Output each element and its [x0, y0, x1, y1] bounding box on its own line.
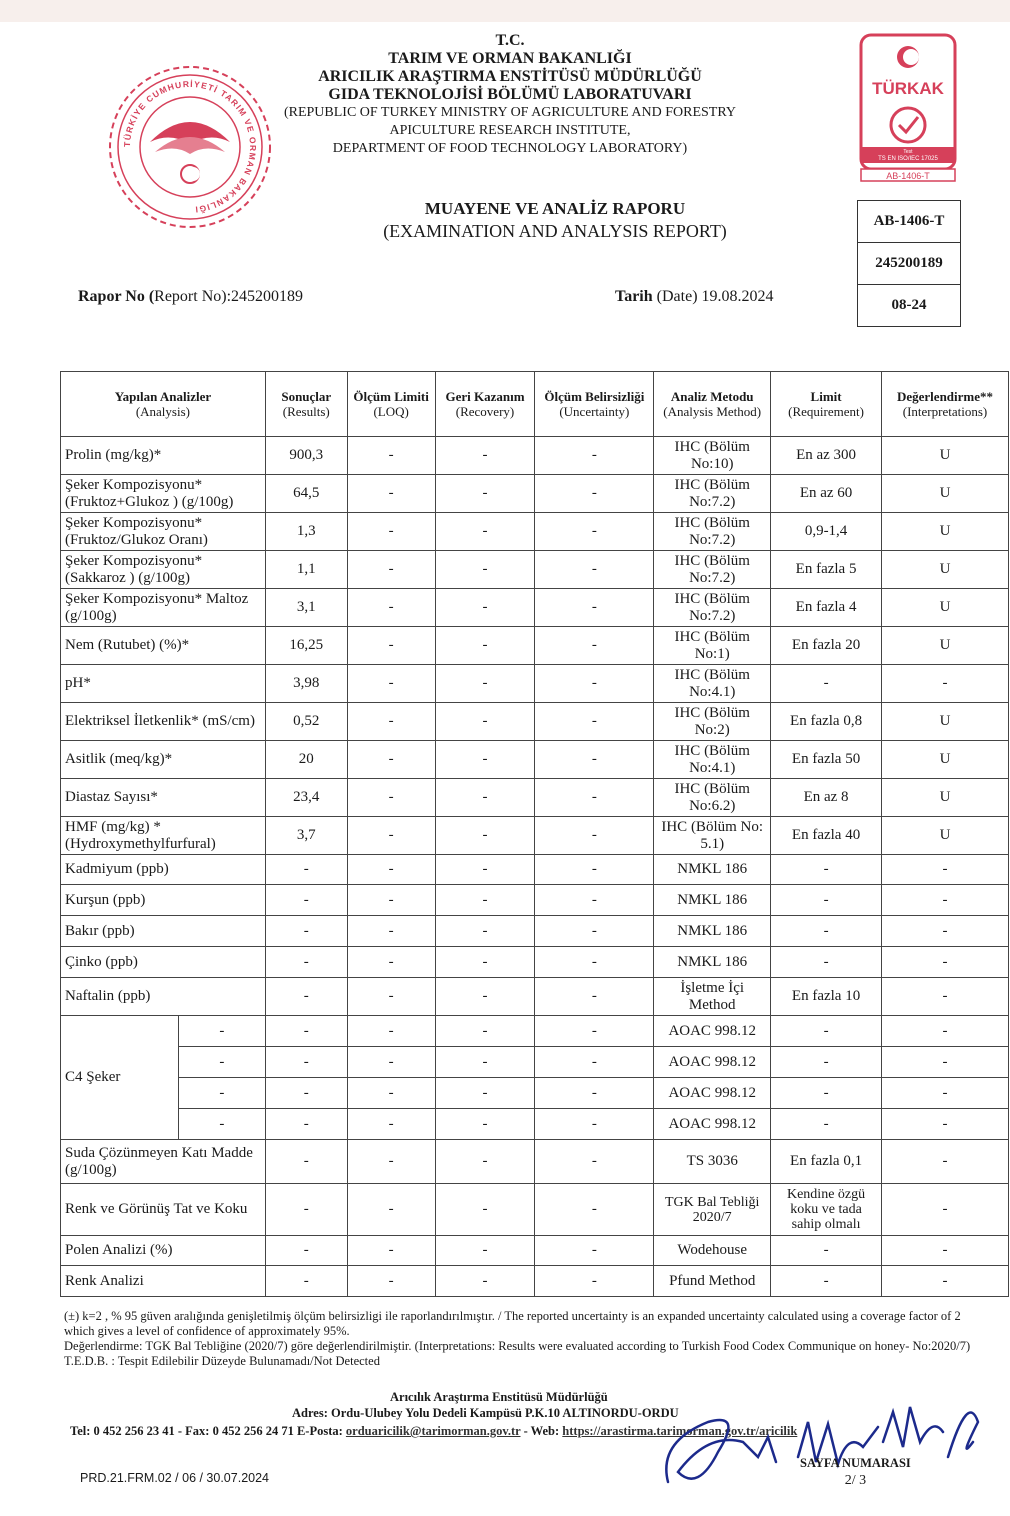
- recovery-cell: -: [435, 1016, 535, 1047]
- interpretation-note: Değerlendirme: TGK Bal Tebliğine (2020/7) göre değerlendirilmiştir. (Interpretations: Results were evaluated according to Turkish Food Codex Communique on honey- No:2020/7): [64, 1339, 971, 1353]
- result-cell: 3,98: [265, 665, 347, 703]
- method-cell: AOAC 998.12: [654, 1047, 771, 1078]
- method-cell: TS 3036: [654, 1140, 771, 1184]
- turkak-code: AB-1406-T: [886, 171, 930, 181]
- interpretation-cell: U: [882, 817, 1009, 855]
- report-title: [320, 198, 790, 242]
- interpretation-cell: -: [882, 947, 1009, 978]
- accreditation-code: AB-1406-T: [858, 201, 960, 243]
- loq-cell: -: [347, 855, 435, 885]
- header-laboratory: GIDA TEKNOLOJİSİ BÖLÜMÜ LABORATUVARI: [328, 86, 692, 103]
- uncertainty-cell: -: [535, 855, 654, 885]
- method-cell: IHC (Bölüm No:10): [654, 437, 771, 475]
- limit-cell: En fazla 0,8: [771, 703, 882, 741]
- column-header: [435, 372, 535, 437]
- method-cell: IHC (Bölüm No:7.2): [654, 589, 771, 627]
- loq-cell: -: [347, 947, 435, 978]
- analysis-name-cell: Renk ve Görünüş Tat ve Koku: [61, 1184, 266, 1236]
- interpretation-cell: -: [882, 1184, 1009, 1236]
- limit-cell: -: [771, 665, 882, 703]
- header-ministry: TARIM VE ORMAN BAKANLIĞI: [388, 50, 632, 67]
- limit-cell: -: [771, 947, 882, 978]
- report-number-label: Report No):: [154, 288, 232, 305]
- limit-cell: -: [771, 1078, 882, 1109]
- interpretation-cell: U: [882, 741, 1009, 779]
- report-number-label-bold: Rapor No (: [78, 288, 155, 305]
- loq-cell: -: [347, 741, 435, 779]
- turkak-name: TÜRKAK: [872, 79, 944, 98]
- recovery-cell: -: [435, 475, 535, 513]
- uncertainty-cell: -: [535, 475, 654, 513]
- analysis-name-cell: Prolin (mg/kg)*: [61, 437, 266, 475]
- page-number-value: 2/ 3: [844, 1473, 867, 1488]
- interpretation-cell: -: [882, 1236, 1009, 1266]
- table-row: [61, 1236, 1009, 1266]
- recovery-cell: -: [435, 665, 535, 703]
- column-header-tr: Limit: [810, 389, 842, 404]
- uncertainty-cell: -: [535, 1109, 654, 1140]
- turkak-test-label: Test: [903, 149, 913, 155]
- method-cell: AOAC 998.12: [654, 1109, 771, 1140]
- table-row: [61, 627, 1009, 665]
- report-codes-box: [857, 200, 961, 327]
- limit-cell: En fazla 0,1: [771, 1140, 882, 1184]
- limit-cell: En fazla 40: [771, 817, 882, 855]
- table-row: [61, 916, 1009, 947]
- interpretation-cell: U: [882, 589, 1009, 627]
- recovery-cell: -: [435, 855, 535, 885]
- limit-cell: -: [771, 885, 882, 916]
- limit-cell: En fazla 4: [771, 589, 882, 627]
- footer-web-link[interactable]: https://arastirma.tarimorman.gov.tr/aricilik: [562, 1424, 798, 1438]
- result-cell: -: [265, 1266, 347, 1297]
- method-cell: IHC (Bölüm No:4.1): [654, 665, 771, 703]
- interpretation-cell: -: [882, 916, 1009, 947]
- method-cell: NMKL 186: [654, 947, 771, 978]
- sub-analysis-cell: -: [178, 1109, 265, 1140]
- uncertainty-cell: -: [535, 1236, 654, 1266]
- uncertainty-cell: -: [535, 627, 654, 665]
- recovery-cell: -: [435, 703, 535, 741]
- interpretation-cell: -: [882, 665, 1009, 703]
- uncertainty-cell: -: [535, 1266, 654, 1297]
- loq-cell: -: [347, 703, 435, 741]
- recovery-cell: -: [435, 978, 535, 1016]
- table-row: [61, 1047, 1009, 1078]
- loq-cell: -: [347, 627, 435, 665]
- uncertainty-cell: -: [535, 551, 654, 589]
- analysis-name-cell: Diastaz Sayısı*: [61, 779, 266, 817]
- recovery-cell: -: [435, 1184, 535, 1236]
- report-sheet: [0, 22, 1010, 1516]
- uncertainty-cell: -: [535, 916, 654, 947]
- handwritten-signatures: [648, 1362, 988, 1512]
- loq-cell: -: [347, 885, 435, 916]
- recovery-cell: -: [435, 817, 535, 855]
- result-cell: -: [265, 1078, 347, 1109]
- column-header: [61, 372, 266, 437]
- limit-cell: -: [771, 916, 882, 947]
- result-cell: 64,5: [265, 475, 347, 513]
- method-cell: IHC (Bölüm No: 5.1): [654, 817, 771, 855]
- header-institute: ARICILIK ARAŞTIRMA ENSTİTÜSÜ MÜDÜRLÜĞÜ: [318, 68, 702, 85]
- loq-cell: -: [347, 916, 435, 947]
- result-cell: 1,3: [265, 513, 347, 551]
- report-number-value: 245200189: [231, 288, 304, 305]
- column-header-en: (Results): [282, 404, 330, 419]
- table-row: [61, 1078, 1009, 1109]
- method-cell: IHC (Bölüm No:7.2): [654, 551, 771, 589]
- interpretation-cell: U: [882, 513, 1009, 551]
- footer-address: Adres: Ordu-Ulubey Yolu Dedeli Kampüsü P.K.10 ALTINORDU-ORDU: [292, 1406, 679, 1420]
- analysis-name-cell: Elektriksel İletkenlik* (mS/cm): [61, 703, 266, 741]
- table-row: [61, 1140, 1009, 1184]
- method-cell: AOAC 998.12: [654, 1078, 771, 1109]
- table-row: [61, 855, 1009, 885]
- recovery-cell: -: [435, 437, 535, 475]
- header-en-3: DEPARTMENT OF FOOD TECHNOLOGY LABORATORY): [332, 141, 688, 156]
- method-cell: NMKL 186: [654, 855, 771, 885]
- recovery-cell: -: [435, 741, 535, 779]
- limit-cell: En fazla 20: [771, 627, 882, 665]
- method-cell: Wodehouse: [654, 1236, 771, 1266]
- uncertainty-cell: -: [535, 779, 654, 817]
- result-cell: -: [265, 1109, 347, 1140]
- loq-cell: -: [347, 475, 435, 513]
- turkak-accreditation-logo: [858, 32, 958, 182]
- column-header-tr: Ölçüm Belirsizliği: [544, 389, 645, 404]
- analysis-name-cell: Kadmiyum (ppb): [61, 855, 266, 885]
- turkak-standard: TS EN ISO/IEC 17025: [878, 156, 938, 162]
- column-header-tr: Sonuçlar: [281, 389, 332, 404]
- interpretation-cell: U: [882, 779, 1009, 817]
- analysis-name-cell: Şeker Kompozisyonu* (Fruktoz+Glukoz ) (g/100g): [61, 475, 266, 513]
- analysis-name-cell: Naftalin (ppb): [61, 978, 266, 1016]
- column-header-en: (Recovery): [455, 404, 515, 419]
- result-cell: -: [265, 885, 347, 916]
- column-header: [882, 372, 1009, 437]
- limit-cell: -: [771, 855, 882, 885]
- report-title-tr: MUAYENE VE ANALİZ RAPORU: [424, 199, 686, 218]
- result-cell: 3,1: [265, 589, 347, 627]
- loq-cell: -: [347, 1016, 435, 1047]
- limit-cell: En fazla 5: [771, 551, 882, 589]
- column-header-tr: Değerlendirme**: [896, 389, 994, 404]
- limit-cell: -: [771, 1047, 882, 1078]
- column-header-en: (Uncertainty): [559, 404, 630, 419]
- result-cell: -: [265, 947, 347, 978]
- result-cell: 1,1: [265, 551, 347, 589]
- column-header-en: (Analysis Method): [663, 404, 762, 419]
- column-header-en: (Interpretations): [902, 404, 988, 419]
- analysis-name-cell: C4 Şeker: [61, 1016, 179, 1140]
- uncertainty-cell: -: [535, 589, 654, 627]
- uncertainty-cell: -: [535, 741, 654, 779]
- limit-cell: En az 300: [771, 437, 882, 475]
- uncertainty-cell: -: [535, 885, 654, 916]
- analysis-name-cell: Asitlik (meq/kg)*: [61, 741, 266, 779]
- column-header-tr: Geri Kazanım: [445, 389, 525, 404]
- recovery-cell: -: [435, 1140, 535, 1184]
- analysis-name-cell: pH*: [61, 665, 266, 703]
- analysis-table: [60, 371, 1009, 1297]
- limit-cell: -: [771, 1016, 882, 1047]
- sub-analysis-cell: -: [178, 1047, 265, 1078]
- table-row: [61, 817, 1009, 855]
- uncertainty-cell: -: [535, 437, 654, 475]
- limit-cell: -: [771, 1266, 882, 1297]
- footer-email-link[interactable]: orduaricilik@tarimorman.gov.tr: [345, 1424, 521, 1438]
- recovery-cell: -: [435, 885, 535, 916]
- loq-cell: -: [347, 1236, 435, 1266]
- method-cell: IHC (Bölüm No:7.2): [654, 513, 771, 551]
- method-cell: TGK Bal Tebliği 2020/7: [654, 1184, 771, 1236]
- analysis-name-cell: Nem (Rutubet) (%)*: [61, 627, 266, 665]
- report-notes: [64, 1309, 979, 1369]
- column-header-en: (Analysis): [135, 404, 190, 419]
- column-header-tr: Analiz Metodu: [670, 389, 754, 404]
- recovery-cell: -: [435, 947, 535, 978]
- column-header: [771, 372, 882, 437]
- report-date-label-bold: Tarih: [615, 288, 653, 305]
- method-cell: IHC (Bölüm No:4.1): [654, 741, 771, 779]
- uncertainty-cell: -: [535, 1184, 654, 1236]
- method-cell: İşletme İçi Method: [654, 978, 771, 1016]
- analysis-name-cell: Polen Analizi (%): [61, 1236, 266, 1266]
- table-row: [61, 437, 1009, 475]
- table-row: [61, 513, 1009, 551]
- table-row: [61, 1184, 1009, 1236]
- limit-cell: -: [771, 1109, 882, 1140]
- report-date-label: (Date): [652, 288, 702, 305]
- method-cell: NMKL 186: [654, 916, 771, 947]
- footer-phone-fax: Tel: 0 452 256 23 41 - Fax: 0 452 256 24 71 E-Posta:: [70, 1424, 346, 1438]
- table-row: [61, 703, 1009, 741]
- loq-cell: -: [347, 665, 435, 703]
- analysis-name-cell: Çinko (ppb): [61, 947, 266, 978]
- interpretation-cell: -: [882, 1047, 1009, 1078]
- interpretation-cell: U: [882, 551, 1009, 589]
- table-header-row: [61, 372, 1009, 437]
- loq-cell: -: [347, 978, 435, 1016]
- analysis-name-cell: Renk Analizi: [61, 1266, 266, 1297]
- table-row: [61, 1266, 1009, 1297]
- report-number-code: 245200189: [858, 243, 960, 285]
- loq-cell: -: [347, 1047, 435, 1078]
- analysis-name-cell: Şeker Kompozisyonu* (Fruktoz/Glukoz Oranı): [61, 513, 266, 551]
- method-cell: NMKL 186: [654, 885, 771, 916]
- interpretation-cell: U: [882, 627, 1009, 665]
- analysis-name-cell: Kurşun (ppb): [61, 885, 266, 916]
- interpretation-cell: -: [882, 1078, 1009, 1109]
- header-en-1: (REPUBLIC OF TURKEY MINISTRY OF AGRICULTURE AND FORESTRY: [283, 105, 737, 120]
- uncertainty-cell: -: [535, 513, 654, 551]
- uncertainty-cell: -: [535, 1047, 654, 1078]
- form-code: PRD.21.FRM.02 / 06 / 30.07.2024: [80, 1471, 269, 1485]
- interpretation-cell: U: [882, 437, 1009, 475]
- interpretation-cell: -: [882, 978, 1009, 1016]
- header-en-2: APICULTURE RESEARCH INSTITUTE,: [389, 123, 631, 138]
- loq-cell: -: [347, 1078, 435, 1109]
- method-cell: IHC (Bölüm No:1): [654, 627, 771, 665]
- loq-cell: -: [347, 1184, 435, 1236]
- table-row: [61, 885, 1009, 916]
- analysis-name-cell: Şeker Kompozisyonu* (Sakkaroz ) (g/100g): [61, 551, 266, 589]
- result-cell: -: [265, 1140, 347, 1184]
- limit-cell: -: [771, 1236, 882, 1266]
- result-cell: 23,4: [265, 779, 347, 817]
- limit-cell: En fazla 10: [771, 978, 882, 1016]
- interpretation-cell: -: [882, 1016, 1009, 1047]
- result-cell: -: [265, 855, 347, 885]
- not-detected-note: T.E.D.B. : Tespit Edilebilir Düzeyde Bulunamadı/Not Detected: [64, 1354, 380, 1368]
- report-title-en: (EXAMINATION AND ANALYSIS REPORT): [383, 221, 727, 241]
- limit-cell: Kendine özgü koku ve tada sahip olmalı: [771, 1184, 882, 1236]
- uncertainty-cell: -: [535, 703, 654, 741]
- uncertainty-cell: -: [535, 1078, 654, 1109]
- column-header: [535, 372, 654, 437]
- recovery-cell: -: [435, 916, 535, 947]
- loq-cell: -: [347, 779, 435, 817]
- column-header-tr: Yapılan Analizler: [114, 389, 212, 404]
- recovery-cell: -: [435, 551, 535, 589]
- analysis-name-cell: Bakır (ppb): [61, 916, 266, 947]
- result-cell: -: [265, 916, 347, 947]
- uncertainty-cell: -: [535, 665, 654, 703]
- method-cell: IHC (Bölüm No:6.2): [654, 779, 771, 817]
- interpretation-cell: -: [882, 1266, 1009, 1297]
- interpretation-cell: -: [882, 855, 1009, 885]
- result-cell: 900,3: [265, 437, 347, 475]
- page-number-label: SAYFA NUMARASI: [800, 1456, 911, 1470]
- loq-cell: -: [347, 589, 435, 627]
- result-cell: -: [265, 1184, 347, 1236]
- analysis-name-cell: Suda Çözünmeyen Katı Madde (g/100g): [61, 1140, 266, 1184]
- recovery-cell: -: [435, 513, 535, 551]
- institution-header: [250, 32, 770, 158]
- loq-cell: -: [347, 551, 435, 589]
- recovery-cell: -: [435, 1047, 535, 1078]
- analysis-name-cell: Şeker Kompozisyonu* Maltoz (g/100g): [61, 589, 266, 627]
- method-cell: Pfund Method: [654, 1266, 771, 1297]
- loq-cell: -: [347, 1140, 435, 1184]
- table-body: [61, 437, 1009, 1297]
- interpretation-cell: -: [882, 1140, 1009, 1184]
- interpretation-cell: -: [882, 885, 1009, 916]
- recovery-cell: -: [435, 1236, 535, 1266]
- page-number-block: [800, 1455, 911, 1489]
- header-line-tc: T.C.: [495, 32, 525, 49]
- loq-cell: -: [347, 1266, 435, 1297]
- method-cell: AOAC 998.12: [654, 1016, 771, 1047]
- result-cell: 16,25: [265, 627, 347, 665]
- table-row: [61, 1016, 1009, 1047]
- table-row: [61, 741, 1009, 779]
- result-cell: -: [265, 1047, 347, 1078]
- result-cell: -: [265, 978, 347, 1016]
- analysis-name-cell: HMF (mg/kg) * (Hydroxymethylfurfural): [61, 817, 266, 855]
- loq-cell: -: [347, 1109, 435, 1140]
- result-cell: -: [265, 1016, 347, 1047]
- sub-analysis-cell: -: [178, 1078, 265, 1109]
- loq-cell: -: [347, 437, 435, 475]
- footer-institute: Arıcılık Araştırma Enstitüsü Müdürlüğü: [390, 1390, 608, 1404]
- limit-cell: En fazla 50: [771, 741, 882, 779]
- recovery-cell: -: [435, 1078, 535, 1109]
- footer-web-label: - Web:: [520, 1424, 563, 1438]
- report-date: [615, 288, 774, 306]
- uncertainty-cell: -: [535, 947, 654, 978]
- column-header: [654, 372, 771, 437]
- recovery-cell: -: [435, 589, 535, 627]
- interpretation-cell: U: [882, 475, 1009, 513]
- uncertainty-cell: -: [535, 978, 654, 1016]
- recovery-cell: -: [435, 1266, 535, 1297]
- table-row: [61, 978, 1009, 1016]
- interpretation-cell: U: [882, 703, 1009, 741]
- report-date-value: 19.08.2024: [701, 288, 774, 305]
- table-row: [61, 779, 1009, 817]
- report-number: [78, 288, 303, 306]
- period-code: 08-24: [891, 297, 927, 313]
- table-row: [61, 1109, 1009, 1140]
- table-row: [61, 551, 1009, 589]
- table-row: [61, 589, 1009, 627]
- table-row: [61, 947, 1009, 978]
- result-cell: 3,7: [265, 817, 347, 855]
- method-cell: IHC (Bölüm No:7.2): [654, 475, 771, 513]
- column-header-en: (Requirement): [788, 404, 864, 419]
- column-header-en: (LOQ): [373, 404, 409, 419]
- recovery-cell: -: [435, 1109, 535, 1140]
- result-cell: 0,52: [265, 703, 347, 741]
- table-row: [61, 665, 1009, 703]
- uncertainty-cell: -: [535, 817, 654, 855]
- result-cell: -: [265, 1236, 347, 1266]
- result-cell: 20: [265, 741, 347, 779]
- uncertainty-cell: -: [535, 1140, 654, 1184]
- method-cell: IHC (Bölüm No:2): [654, 703, 771, 741]
- sub-analysis-cell: -: [178, 1016, 265, 1047]
- limit-cell: 0,9-1,4: [771, 513, 882, 551]
- table-row: [61, 475, 1009, 513]
- interpretation-cell: -: [882, 1109, 1009, 1140]
- recovery-cell: -: [435, 627, 535, 665]
- recovery-cell: -: [435, 779, 535, 817]
- limit-cell: En az 8: [771, 779, 882, 817]
- seal-ring-text: TÜRKİYE CUMHURİYETİ TARIM VE ORMAN BAKANLIĞI: [121, 78, 259, 215]
- column-header: [347, 372, 435, 437]
- uncertainty-note: (±) k=2 , % 95 güven aralığında genişletilmiş ölçüm belirsizligi ile raporlandırılmıştır. / The reported uncertainty is an expanded uncertainty calculated using a coverage factor of 2 which gives a level of confidence of approximately 95%.: [64, 1309, 961, 1338]
- loq-cell: -: [347, 513, 435, 551]
- uncertainty-cell: -: [535, 1016, 654, 1047]
- column-header-tr: Ölçüm Limiti: [353, 389, 429, 404]
- column-header: [265, 372, 347, 437]
- loq-cell: -: [347, 817, 435, 855]
- limit-cell: En az 60: [771, 475, 882, 513]
